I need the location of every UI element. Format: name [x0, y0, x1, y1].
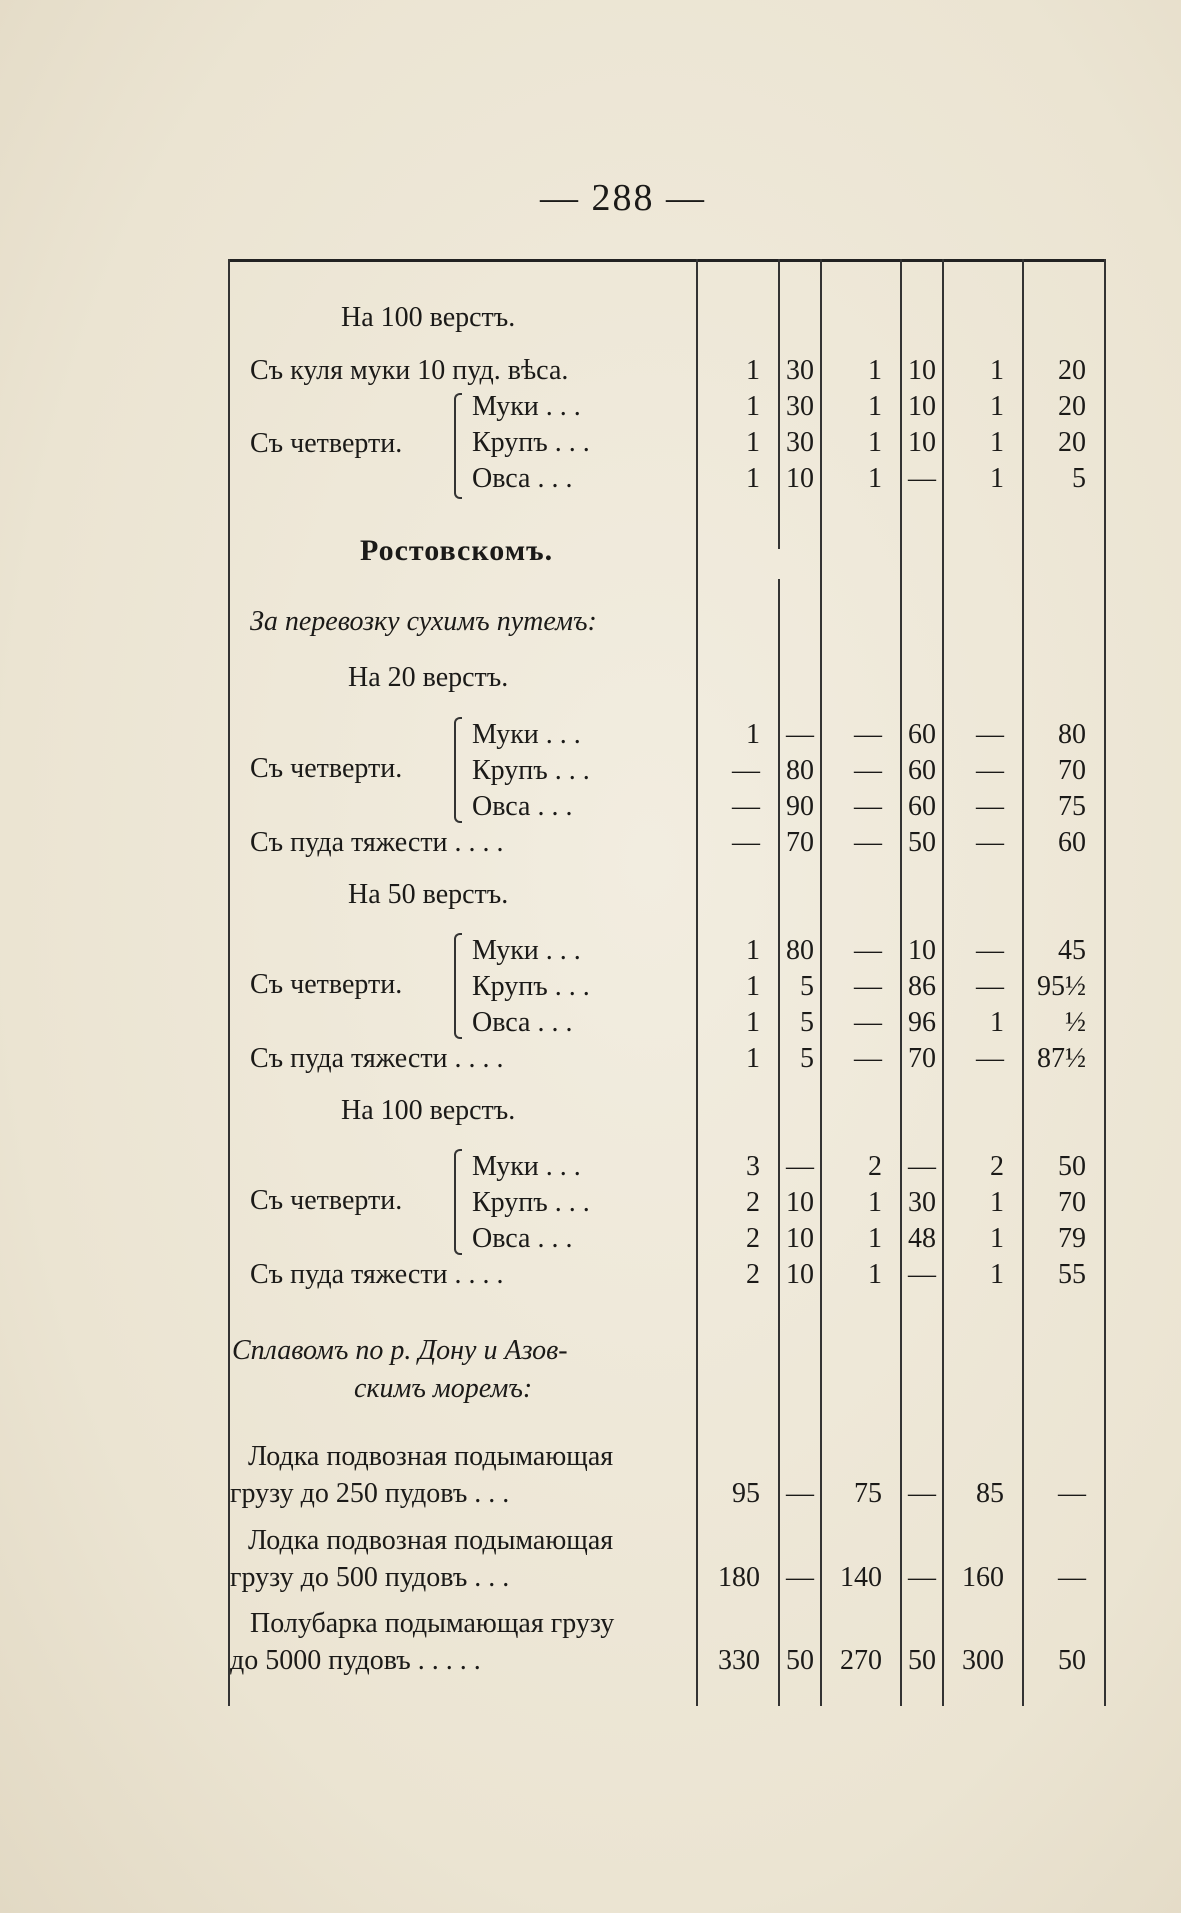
- table-cell: 1: [868, 1187, 882, 1218]
- row-label: Муки . . .: [472, 1151, 581, 1182]
- table-cell: 1: [868, 355, 882, 386]
- table-cell: 1: [746, 355, 760, 386]
- table-cell: 75: [854, 1478, 882, 1509]
- table-row: [228, 1221, 1106, 1257]
- table-cell: —: [854, 791, 882, 822]
- page-number: — 288 —: [540, 177, 706, 219]
- boat-label: Полубарка подымающая грузу: [250, 1608, 615, 1639]
- table-cell: 60: [908, 719, 936, 750]
- row-label: Муки . . .: [472, 935, 581, 966]
- table-row: [228, 933, 1106, 969]
- table-cell: —: [976, 755, 1004, 786]
- table-cell: 1: [746, 1043, 760, 1074]
- table-row: [228, 1149, 1106, 1185]
- table-cell: 86: [908, 971, 936, 1002]
- table-cell: 30: [786, 391, 814, 422]
- table-cell: 5: [800, 1043, 814, 1074]
- table-cell: 1: [990, 463, 1004, 494]
- table-cell: 87½: [1037, 1043, 1086, 1074]
- table-cell: 2: [746, 1223, 760, 1254]
- table-row: [228, 825, 1106, 861]
- table-cell: 55: [1058, 1259, 1086, 1290]
- boat-label: Лодка подвозная подымающая: [248, 1441, 614, 1472]
- table-cell: 96: [908, 1007, 936, 1038]
- table-cell: 75: [1058, 791, 1086, 822]
- table-cell: 20: [1058, 427, 1086, 458]
- table-cell: —: [854, 755, 882, 786]
- table-row: [228, 461, 1106, 497]
- table-cell: 30: [786, 355, 814, 386]
- table-cell: 5: [800, 1007, 814, 1038]
- section-heading: На 100 верстъ.: [341, 1095, 516, 1126]
- row-label: Овса . . .: [472, 463, 573, 494]
- table-cell: 3: [746, 1151, 760, 1182]
- table-row: [228, 969, 1106, 1005]
- table-cell: 10: [786, 1223, 814, 1254]
- row-label: Овса . . .: [472, 791, 573, 822]
- table-cell: 30: [908, 1187, 936, 1218]
- table-cell: —: [908, 1478, 936, 1509]
- table-cell: —: [854, 1043, 882, 1074]
- table-cell: 10: [786, 1187, 814, 1218]
- table-cell: 1: [868, 463, 882, 494]
- table-cell: 1: [868, 1259, 882, 1290]
- table-cell: 50: [1058, 1151, 1086, 1182]
- table-row: [228, 1560, 1106, 1596]
- section-heading-splav: Сплавомъ по р. Дону и Азов-: [232, 1335, 568, 1366]
- table-cell: —: [908, 463, 936, 494]
- table-cell: —: [732, 827, 760, 858]
- table-row: [228, 1005, 1106, 1041]
- table-cell: 1: [990, 1007, 1004, 1038]
- table-cell: 5: [800, 971, 814, 1002]
- table-cell: —: [854, 719, 882, 750]
- table-row: [228, 1643, 1106, 1679]
- table-cell: —: [1058, 1478, 1086, 1509]
- table-cell: 1: [990, 427, 1004, 458]
- chetverti-label: Съ четверти.: [250, 428, 403, 459]
- table-cell: 1: [746, 935, 760, 966]
- table-cell: —: [732, 755, 760, 786]
- table-cell: 1: [746, 1007, 760, 1038]
- table-cell: 95: [732, 1478, 760, 1509]
- table-cell: 10: [786, 1259, 814, 1290]
- table-row: [228, 1041, 1106, 1077]
- table-cell: 1: [868, 427, 882, 458]
- table-cell: 140: [840, 1562, 882, 1593]
- table-cell: 30: [786, 427, 814, 458]
- table-cell: 10: [908, 391, 936, 422]
- table-cell: 85: [976, 1478, 1004, 1509]
- table-cell: 60: [908, 791, 936, 822]
- tariff-table: [228, 259, 1106, 1706]
- table-cell: 2: [746, 1187, 760, 1218]
- table-cell: ½: [1065, 1007, 1086, 1038]
- table-cell: 180: [718, 1562, 760, 1593]
- table-cell: 330: [718, 1645, 760, 1676]
- row-label: Овса . . .: [472, 1007, 573, 1038]
- row-label: Муки . . .: [472, 719, 581, 750]
- table-cell: 1: [990, 355, 1004, 386]
- table-cell: —: [976, 1043, 1004, 1074]
- row-label: Съ пуда тяжести . . . .: [250, 1259, 504, 1290]
- table-row: [228, 789, 1106, 825]
- row-label: грузу до 500 пудовъ . . .: [230, 1562, 510, 1593]
- table-cell: 2: [990, 1151, 1004, 1182]
- row-label: до 5000 пудовъ . . . . .: [230, 1645, 481, 1676]
- table-cell: —: [854, 971, 882, 1002]
- table-cell: 1: [746, 463, 760, 494]
- row-label: Крупъ . . .: [472, 1187, 590, 1218]
- table-cell: 10: [786, 463, 814, 494]
- table-cell: 10: [908, 427, 936, 458]
- table-cell: 1: [990, 391, 1004, 422]
- table-cell: 95½: [1037, 971, 1086, 1002]
- table-cell: 50: [908, 827, 936, 858]
- table-top-rule: [228, 259, 1106, 262]
- table-cell: 70: [1058, 755, 1086, 786]
- table-cell: 1: [746, 391, 760, 422]
- table-cell: —: [786, 1151, 814, 1182]
- table-cell: 20: [1058, 355, 1086, 386]
- table-cell: —: [908, 1259, 936, 1290]
- table-cell: 10: [908, 355, 936, 386]
- table-cell: 50: [908, 1645, 936, 1676]
- table-cell: 2: [868, 1151, 882, 1182]
- table-cell: 300: [962, 1645, 1004, 1676]
- section-heading: На 50 верстъ.: [348, 879, 509, 910]
- table-cell: 80: [1058, 719, 1086, 750]
- table-row: [228, 425, 1106, 461]
- table-cell: 2: [746, 1259, 760, 1290]
- table-cell: 60: [908, 755, 936, 786]
- table-cell: 90: [786, 791, 814, 822]
- table-cell: —: [976, 791, 1004, 822]
- table-cell: —: [1058, 1562, 1086, 1593]
- section-heading-splav: скимъ моремъ:: [354, 1373, 533, 1404]
- section-heading-dry: За перевозку сухимъ путемъ:: [250, 606, 597, 637]
- table-cell: —: [854, 935, 882, 966]
- table-cell: 1: [990, 1259, 1004, 1290]
- row-label: Съ пуда тяжести . . . .: [250, 1043, 504, 1074]
- table-cell: —: [976, 719, 1004, 750]
- table-cell: 5: [1072, 463, 1086, 494]
- table-cell: —: [976, 935, 1004, 966]
- table-row: [228, 717, 1106, 753]
- section-heading: На 100 верстъ.: [341, 302, 516, 333]
- table-cell: 1: [868, 1223, 882, 1254]
- table-cell: —: [908, 1562, 936, 1593]
- table-row: [228, 353, 1106, 389]
- table-cell: 70: [786, 827, 814, 858]
- row-label: Овса . . .: [472, 1223, 573, 1254]
- table-cell: 1: [990, 1223, 1004, 1254]
- table-cell: 160: [962, 1562, 1004, 1593]
- table-cell: —: [786, 1562, 814, 1593]
- table-cell: 270: [840, 1645, 882, 1676]
- table-cell: 80: [786, 935, 814, 966]
- table-cell: 79: [1058, 1223, 1086, 1254]
- boat-label: Лодка подвозная подымающая: [248, 1525, 614, 1556]
- row-label: Крупъ . . .: [472, 755, 590, 786]
- table-cell: 60: [1058, 827, 1086, 858]
- table-cell: 1: [746, 719, 760, 750]
- table-row: [228, 1476, 1106, 1512]
- table-cell: 1: [746, 427, 760, 458]
- table-cell: —: [976, 827, 1004, 858]
- table-cell: —: [976, 971, 1004, 1002]
- table-cell: —: [854, 827, 882, 858]
- table-cell: 50: [786, 1645, 814, 1676]
- row-label: Крупъ . . .: [472, 971, 590, 1002]
- table-cell: 1: [746, 971, 760, 1002]
- section-heading-rostov: Ростовскомъ.: [360, 534, 554, 567]
- row-label: Крупъ . . .: [472, 427, 590, 458]
- section-heading: На 20 верстъ.: [348, 662, 509, 693]
- table-cell: 70: [908, 1043, 936, 1074]
- row-label: грузу до 250 пудовъ . . .: [230, 1478, 510, 1509]
- table-cell: 48: [908, 1223, 936, 1254]
- table-cell: —: [854, 1007, 882, 1038]
- row-label: Съ пуда тяжести . . . .: [250, 827, 504, 858]
- table-cell: 70: [1058, 1187, 1086, 1218]
- table-cell: 45: [1058, 935, 1086, 966]
- table-cell: 1: [868, 391, 882, 422]
- table-cell: 20: [1058, 391, 1086, 422]
- row-label: Съ куля муки 10 пуд. вѣса.: [250, 355, 569, 386]
- table-cell: —: [908, 1151, 936, 1182]
- chetverti-label: Съ четверти.: [250, 969, 403, 1000]
- table-row: [228, 389, 1106, 425]
- chetverti-label: Съ четверти.: [250, 1185, 403, 1216]
- chetverti-label: Съ четверти.: [250, 753, 403, 784]
- table-row: [228, 1257, 1106, 1293]
- row-label: Муки . . .: [472, 391, 581, 422]
- table-cell: 80: [786, 755, 814, 786]
- table-row: [228, 1185, 1106, 1221]
- table-cell: —: [786, 1478, 814, 1509]
- table-cell: 10: [908, 935, 936, 966]
- table-cell: —: [732, 791, 760, 822]
- table-cell: 1: [990, 1187, 1004, 1218]
- table-cell: 50: [1058, 1645, 1086, 1676]
- table-cell: —: [786, 719, 814, 750]
- table-row: [228, 753, 1106, 789]
